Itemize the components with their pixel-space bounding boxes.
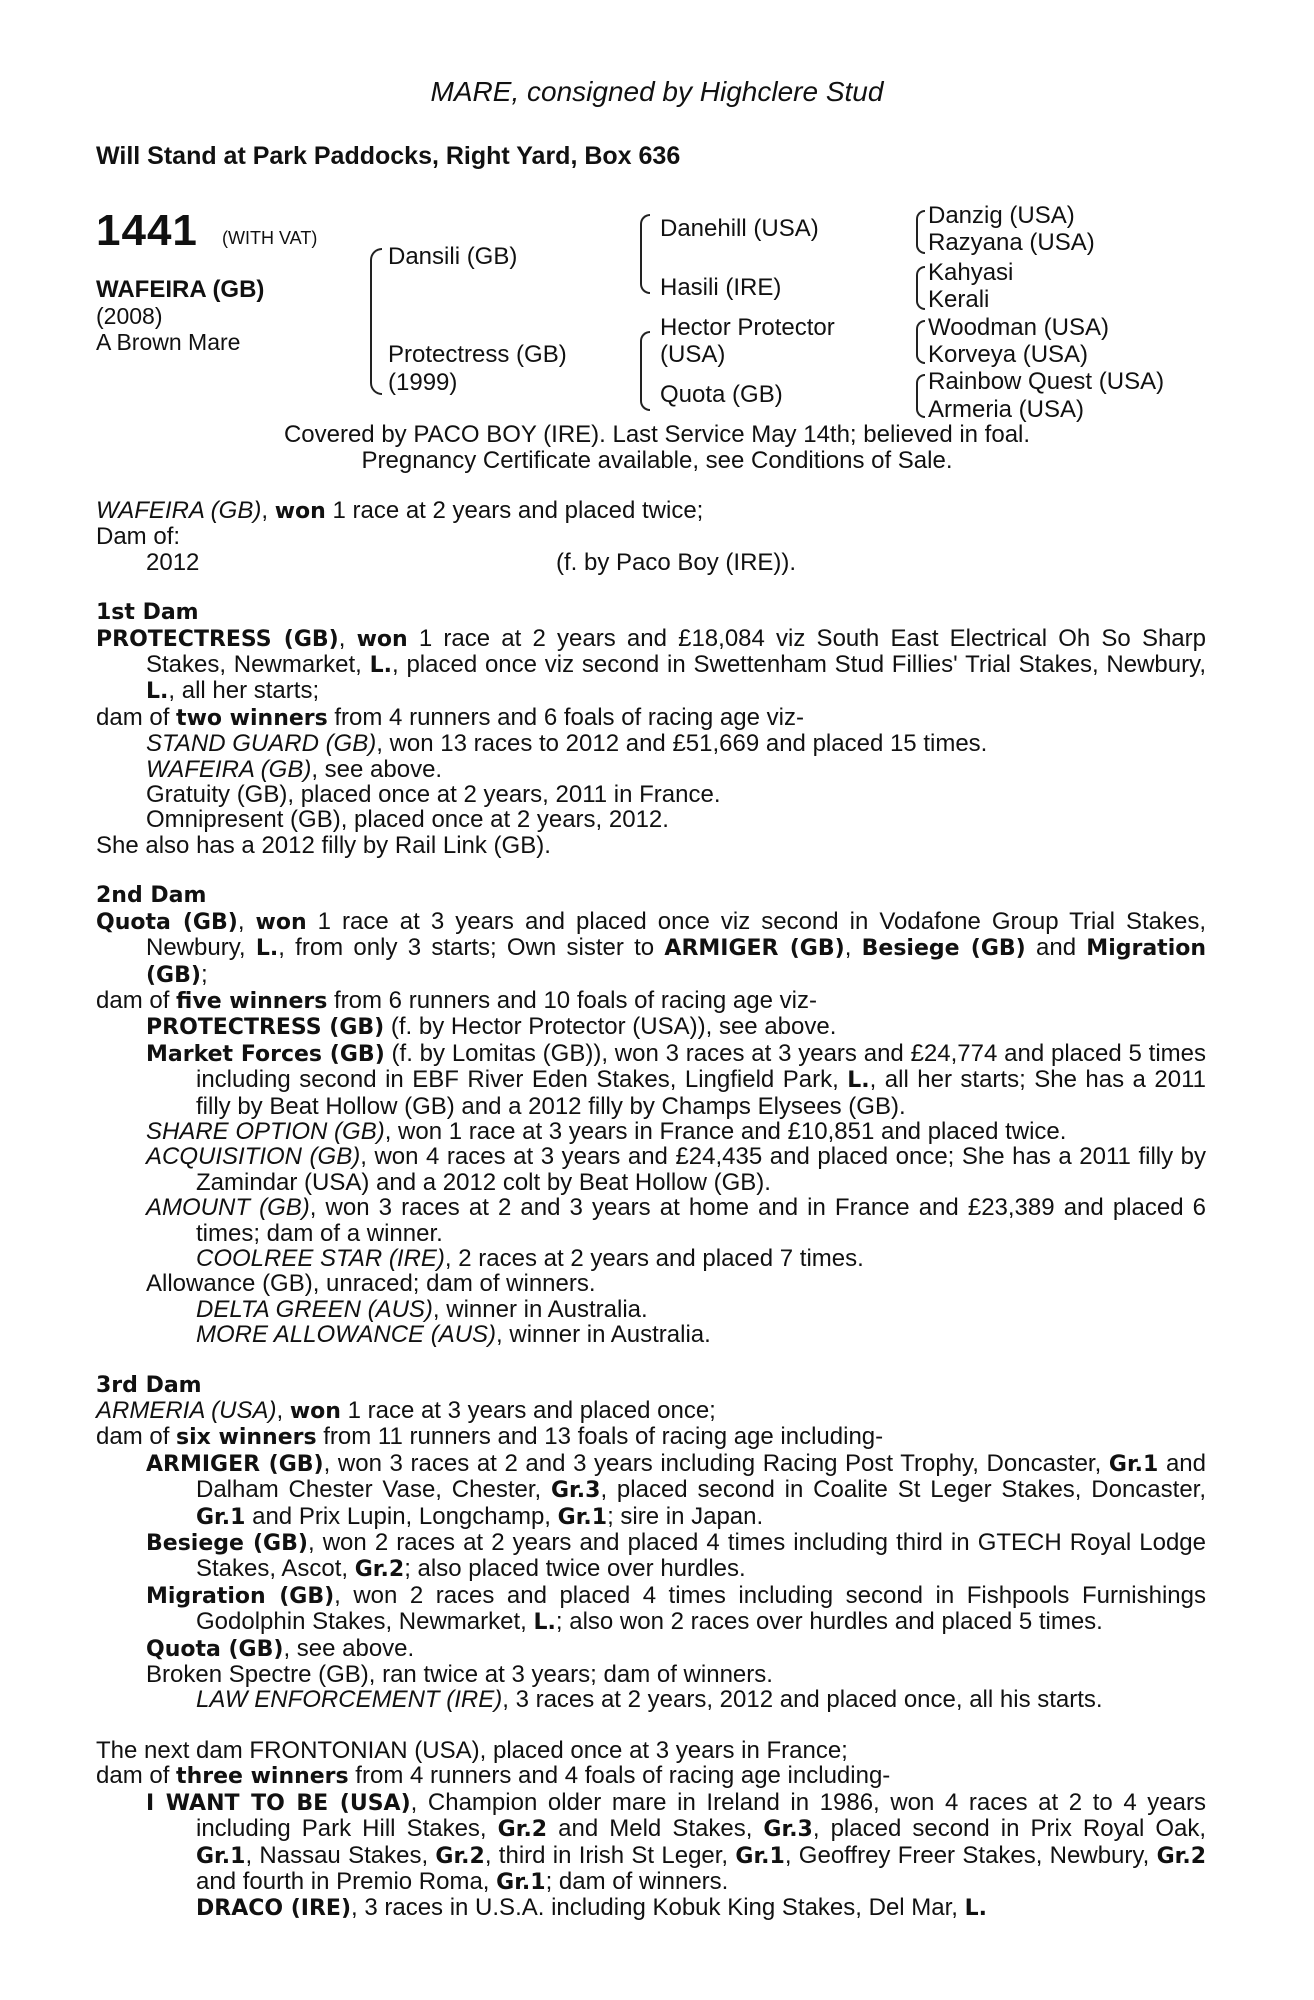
pedigree-dam-year: (1999): [388, 369, 458, 396]
page-heading: MARE, consigned by Highclere Stud: [430, 76, 884, 107]
pregnancy-certificate-line: Pregnancy Certificate available, see Conditions of Sale.: [361, 447, 953, 474]
pedigree-sire: Dansili (GB): [388, 243, 518, 270]
next-dam-grandproduce-1: DRACO (IRE), 3 races in U.S.A. including Kobuk King Stakes, Del Mar, L.: [196, 1894, 988, 1922]
dam-of-label: Dam of:: [96, 523, 181, 551]
pedigree-brace-g2: [916, 266, 925, 310]
third-dam-produce-2: Besiege (GB), won 2 races at 2 years and placed 4 times including third in GTECH Royal Lodge Stakes, Ascot, Gr.2; also placed twice over hurdles.: [146, 1529, 1207, 1583]
pedigree-g3-5: Woodman (USA): [928, 314, 1109, 341]
second-dam-produce-2: Market Forces (GB) (f. by Lomitas (GB)), won 3 races at 3 years and £24,774 and placed 5 times including second in EBF River Eden Stakes, Lingfield Park, L., all her starts; She has a 2011 filly by Beat Hollow (GB) and a 2012 filly by Champs Elysees (GB).: [146, 1039, 1206, 1120]
next-dam-record: The next dam FRONTONIAN (USA), placed once at 3 years in France;: [96, 1736, 848, 1764]
pedigree-brace-sire: [640, 214, 650, 294]
pedigree-dam-sire-country: (USA): [660, 341, 726, 368]
pedigree-dam-dam: Quota (GB): [660, 381, 783, 408]
pedigree-brace-g3: [916, 320, 925, 364]
second-dam-heading: 2nd Dam: [96, 883, 207, 909]
third-dam-produce-1: ARMIGER (GB), won 3 races at 2 and 3 years including Racing Post Trophy, Doncaster, Gr.1 and Dalham Chester Vase, Chester, Gr.3, placed second in Coalite St Leger Stakes, Doncaster, Gr.1 and Prix Lupin, Longchamp, Gr.1; sire in Japan.: [146, 1449, 1207, 1530]
intro-line: WAFEIRA (GB), won 1 race at 2 years and placed twice;: [96, 497, 704, 524]
second-dam-grandproduce-2: DELTA GREEN (AUS), winner in Australia.: [196, 1295, 648, 1323]
second-dam-produce-6: Allowance (GB), unraced; dam of winners.: [146, 1270, 596, 1298]
pedigree-g3-8: Armeria (USA): [928, 396, 1085, 423]
next-dam-produce-1: I WANT TO BE (USA), Champion older mare in Ireland in 1986, won 4 races at 2 to 4 years including Park Hill Stakes, Gr.2 and Meld Stakes, Gr.3, placed second in Prix Royal Oak, Gr.1, Nassau Stakes, Gr.2, third in Irish St Leger, Gr.1, Geoffrey Freer Stakes, Newbury, Gr.2 and fourth in Premio Roma, Gr.1; dam of winners.: [146, 1788, 1207, 1895]
pedigree-dam: Protectress (GB): [388, 341, 567, 368]
second-dam-grandproduce-1: COOLREE STAR (IRE), 2 races at 2 years and placed 7 times.: [196, 1244, 864, 1272]
first-dam-produce-3: Gratuity (GB), placed once at 2 years, 2011 in France.: [146, 781, 721, 809]
second-dam-produce-5: AMOUNT (GB), won 3 races at 2 and 3 years at home and in France and £23,389 and placed 6 times; dam of a winner.: [146, 1194, 1206, 1247]
horse-description: A Brown Mare: [96, 329, 241, 355]
next-dam-of: dam of three winners from 4 runners and 4 foals of racing age including-: [96, 1762, 891, 1790]
second-dam-of: dam of five winners from 6 runners and 10 foals of racing age viz-: [96, 986, 817, 1014]
second-dam-produce-1: PROTECTRESS (GB) (f. by Hector Protector (USA)), see above.: [146, 1013, 837, 1041]
first-dam-produce-4: Omnipresent (GB), placed once at 2 years, 2012.: [146, 806, 669, 834]
second-dam-produce-4: ACQUISITION (GB), won 4 races at 3 years and £24,435 and placed once; She has a 2011 filly by Zamindar (USA) and a 2012 colt by Beat Hollow (GB).: [146, 1143, 1207, 1196]
produce-2012: 2012 (f. by Paco Boy (IRE)).: [146, 548, 797, 576]
pedigree-sire-dam: Hasili (IRE): [660, 274, 782, 301]
first-dam-produce-2: WAFEIRA (GB), see above.: [146, 755, 443, 783]
pedigree-sire-sire: Danehill (USA): [660, 215, 819, 242]
pedigree-dam-sire: Hector Protector: [660, 314, 835, 341]
pedigree-brace-g4: [916, 374, 925, 418]
horse-name: WAFEIRA (GB): [96, 276, 265, 303]
covered-line: Covered by PACO BOY (IRE). Last Service May 14th; believed in foal.: [283, 421, 1031, 448]
first-dam-also: She also has a 2012 filly by Rail Link (GB).: [96, 831, 551, 859]
third-dam-of: dam of six winners from 11 runners and 13 foals of racing age including-: [96, 1423, 884, 1451]
first-dam-heading: 1st Dam: [96, 600, 199, 626]
third-dam-produce-4: Quota (GB), see above.: [146, 1634, 415, 1662]
pedigree-g3-4: Kerali: [928, 286, 990, 313]
third-dam-heading: 3rd Dam: [96, 1372, 202, 1398]
stand-location: Will Stand at Park Paddocks, Right Yard, Box 636: [96, 142, 681, 170]
produce-record: [96, 498, 1206, 1922]
foaled-year: (2008): [96, 303, 163, 329]
first-dam-record: PROTECTRESS (GB), won 1 race at 2 years and £18,084 viz South East Electrical Oh So Sharp Stakes, Newmarket, L., placed once viz second in Swettenham Stud Fillies' Trial Stakes, Newbury, L., all her starts;: [96, 624, 1207, 705]
pedigree-brace-dam: [640, 331, 650, 411]
vat-note: (WITH VAT): [222, 228, 318, 248]
third-dam-produce-5: Broken Spectre (GB), ran twice at 3 years; dam of winners.: [146, 1661, 773, 1689]
pedigree-g3-7: Rainbow Quest (USA): [928, 368, 1165, 395]
third-dam-grandproduce-1: LAW ENFORCEMENT (IRE), 3 races at 2 years, 2012 and placed once, all his starts.: [196, 1686, 1103, 1714]
pedigree-g3-6: Korveya (USA): [928, 341, 1089, 368]
first-dam-produce-1: STAND GUARD (GB), won 13 races to 2012 and £51,669 and placed 15 times.: [146, 730, 988, 758]
pedigree-g3-3: Kahyasi: [928, 259, 1014, 286]
second-dam-record: Quota (GB), won 1 race at 3 years and placed once viz second in Vodafone Group Trial Stakes, Newbury, L., from only 3 starts; Own sister to ARMIGER (GB), Besiege (GB) and Migration (GB);: [96, 907, 1207, 988]
pedigree-brace-g1: [916, 210, 925, 254]
pedigree-g3-1: Danzig (USA): [928, 202, 1075, 229]
second-dam-produce-3: SHARE OPTION (GB), won 1 race at 3 years in France and £10,851 and placed twice.: [146, 1117, 1067, 1145]
first-dam-of: dam of two winners from 4 runners and 6 foals of racing age viz-: [96, 703, 804, 731]
third-dam-produce-3: Migration (GB), won 2 races and placed 4 times including second in Fishpools Furnishings Godolphin Stakes, Newmarket, L.; also won 2 races over hurdles and placed 5 times.: [146, 1581, 1206, 1636]
pedigree-g3-2: Razyana (USA): [928, 229, 1095, 256]
pedigree-brace-gen1: [370, 248, 382, 395]
third-dam-record: ARMERIA (USA), won 1 race at 3 years and placed once;: [96, 1397, 716, 1424]
second-dam-grandproduce-3: MORE ALLOWANCE (AUS), winner in Australia.: [196, 1321, 711, 1349]
lot-number: 1441: [96, 206, 198, 255]
